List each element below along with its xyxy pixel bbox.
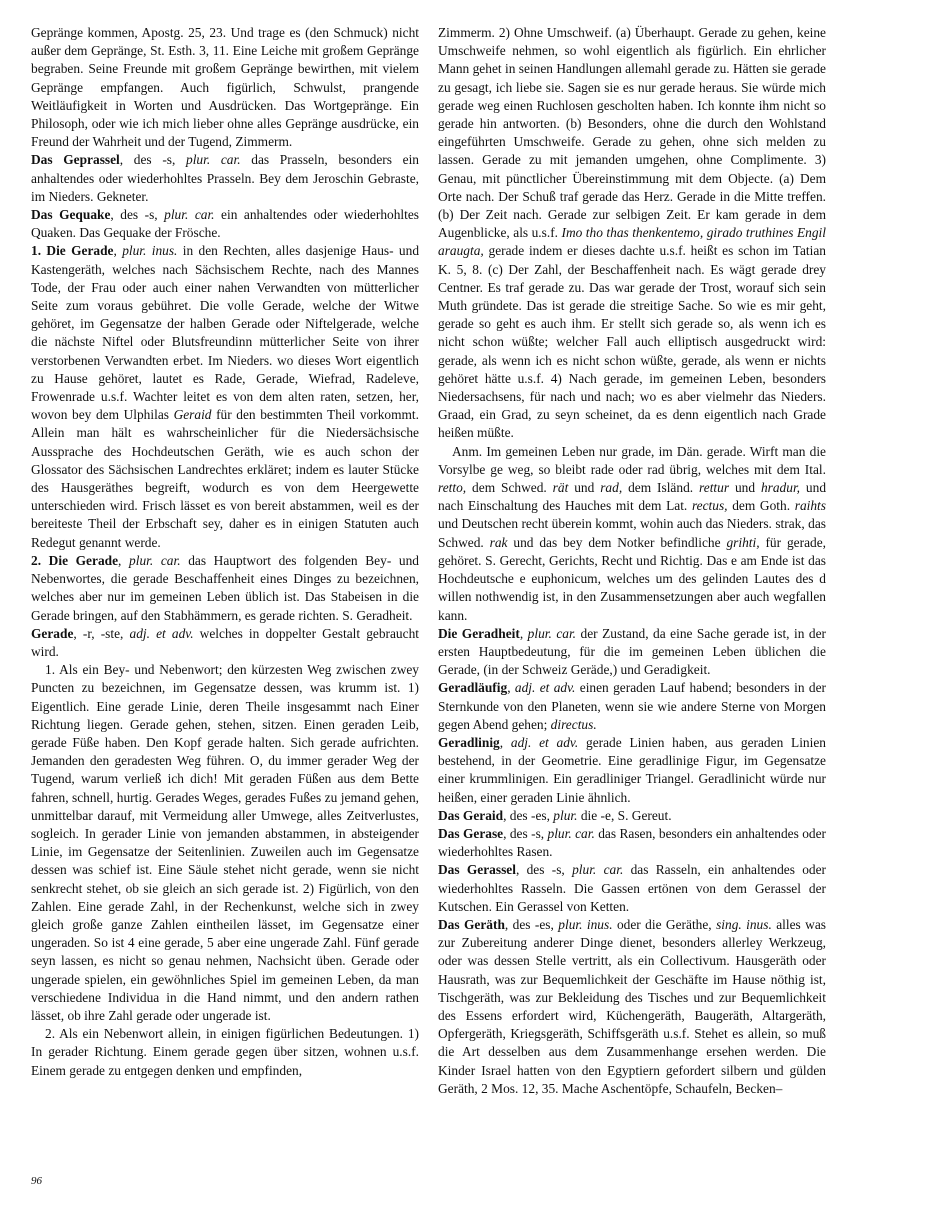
entry-text: , -r, -ste, xyxy=(73,625,130,641)
dictionary-entry xyxy=(438,679,826,734)
dictionary-entry xyxy=(31,151,419,206)
entry-text: , xyxy=(519,625,528,641)
entry-italic-text: hradur, xyxy=(760,480,801,496)
entry-text: und das bey dem Notker befindliche xyxy=(507,534,727,550)
dictionary-entry xyxy=(438,916,826,1098)
entry-italic-text: Imo tho thas thenkentemo, girado truthines Engil araugta, xyxy=(438,225,826,259)
entry-text: und nach Einschaltung des Hauches mit dem Lat. xyxy=(438,480,827,514)
entry-italic-text: rät xyxy=(552,480,569,496)
dictionary-entry xyxy=(31,661,419,1025)
entry-text: dem Isländ. xyxy=(622,480,700,496)
entry-italic-text: plur. car. xyxy=(129,552,181,568)
entry-text: dem Schwed. xyxy=(466,480,553,496)
dictionary-entry xyxy=(31,625,419,661)
entry-italic-text: directus. xyxy=(550,716,597,732)
entry-text: der Zustand, da eine Sache gerade ist, in der ersten Hauptbedeutung, für die im gemeinen Leben üblichen die Gerade, (in der Schweiz Geräde,) und Geradigkeit. xyxy=(438,625,826,678)
entry-text: , des -es, xyxy=(504,916,559,932)
page-number: 96 xyxy=(31,1175,42,1187)
entry-headword: Das Geräth xyxy=(438,916,505,932)
entry-italic-text: adj. et adv. xyxy=(129,625,194,641)
entry-text: , xyxy=(499,734,511,750)
entry-italic-text: plur. car. xyxy=(527,625,577,641)
dictionary-entry xyxy=(31,24,419,151)
left-column xyxy=(31,24,419,1080)
entry-text: , xyxy=(507,680,515,696)
entry-headword: 2. Die Gerade xyxy=(31,552,119,568)
entry-headword: Gerade xyxy=(31,625,74,641)
entry-italic-text: rettur xyxy=(699,480,730,496)
entry-text: das Rasseln, ein anhaltendes oder wiederhohltes Rasseln. Die Gassen ertönen von dem Gerassel der Kutschen. Ein Gerassel von Ketten. xyxy=(438,862,827,914)
dictionary-entry xyxy=(31,552,419,625)
entry-headword: Das Gequake xyxy=(31,207,111,223)
dictionary-entry xyxy=(438,24,826,443)
entry-text: für gerade, gehöret. S. Gerecht, Gerichts, Recht und Richtig. Das e am Ende ist das Hochdeutsche e euphonicum, welches um des gelinden Lautes des d willen nothwendig ist, in den Zusammensetzungen aber auch wegfallen kann. xyxy=(438,534,826,623)
entry-text: , xyxy=(113,243,123,259)
entry-italic-text: plur. inus. xyxy=(122,243,178,259)
entry-text: , des -s, xyxy=(110,207,165,223)
entry-italic-text: rectus, xyxy=(691,498,728,514)
entry-text: und Deutschen recht überein kommt, wohin auch das Nieders. strak, das Schwed. xyxy=(438,516,826,550)
entry-text: , des -s, xyxy=(515,862,573,878)
entry-text: , des -es, xyxy=(503,807,554,823)
dictionary-entry xyxy=(31,206,419,242)
entry-text: in den Rechten, alles dasjenige Haus- und Kastengeräth, welches nach Sächsischem Rechte, nach des Mannes Tode, der Frau oder auch einer nahen Verwandten von mütterlicher Seite zum voraus gebühret. Die volle Gerade, welche der Witwe gehöret, im Gegensatze der halben Gerade oder Niftelgerade, welche die nächste Niftel oder Blutsfreundinn mütterlicher Seite von ihrer verstorbenen Verwandten erbet. Im Nieders. wo dieses Wort eigentlich zu Hause gehöret, lautet es Rade, Gerade, Wiefrad, Radeleve, Frowenrade u.s.f. Wachter leitet es von dem alten raten, setzen, her, wovon bey dem Ulphilas xyxy=(31,243,420,423)
right-column xyxy=(438,24,826,1098)
entry-text: das Hauptwort des folgenden Bey- und Nebenwortes, die gerade Beschaffenheit eines Dinges zu bezeichnen, welches aber nur im gemeinen Leben üblich ist. Das Stabeisen in die Gerade bringen, auf den Stabhämmern, es gerade richten. S. Geradheit. xyxy=(31,552,419,623)
entry-text: die -e, S. Gereut. xyxy=(577,807,672,823)
entry-italic-text: adj. et adv. xyxy=(510,734,579,750)
dictionary-entry xyxy=(438,625,826,680)
entry-text: 1. Als ein Bey- und Nebenwort; den kürzesten Weg zwischen zwey Puncten zu bezeichnen, im Gegensatze dessen, was krumm ist. 1) Eigentlich. Eine gerade Linie, deren Theile insgesammt nach Einer Richtung liegen. Gerade gehen, stehen, sitzen. Einen geraden Leib, gerade Füße haben. Den Kopf gerade halten. Sich gerade aufrichten. Jemanden den geradesten Weg führen. O, du immer gerader Weg der Tugend, warum verließ ich dich! Mit geraden Füßen aus dem Bette fahren, schnell, hurtig. Gerades Weges, gerades Fußes zu jemand gehen, unmittelbar darauf, mit Vermeidung aller Umwege, alles Zeitverlustes, sogleich. In gerader Linie von jemanden abstammen, in absteigender Linie, im Gegensatze der Seitenlinien. Zuweilen auch im Gegensatze dessen was schief ist. Eine Säule stehet nicht gerade, wenn sie nicht senkrecht stehet, ob sie gleich an sich gerade ist. 2) Figürlich, von den Zahlen. Eine gerade Zahl, in der Rechenkunst, welche sich in zwey gleich große ganze Zahlen eintheilen lässet, im Gegensatze einer ungeraden. So ist 4 eine gerade, 5 aber eine ungerade Zahl. Fünf gerade seyn lassen, es nicht so genau nehmen, Nachsicht üben. Gerade oder ungerade spielen, ein gewöhnliches Spiel im gemeinen Leben, da man verschiedene Individua in die Hand nimmt, und den andern rathen lässet, ob ihre Zahl gerade oder ungerade ist. xyxy=(31,662,419,1023)
entry-italic-text: raihts xyxy=(794,498,826,514)
dictionary-entry xyxy=(31,1025,419,1080)
entry-text: , des -s, xyxy=(503,825,548,841)
entry-text: das Prasseln, besonders ein anhaltendes oder wiederhohltes Prasseln. Bey dem Jeroschin Gebraste, im Nieders. Gekneter. xyxy=(31,152,419,204)
entry-headword: Das Gerase xyxy=(438,825,504,841)
entry-text: ein anhaltendes oder wiederhohltes Quaken. Das Gequake der Frösche. xyxy=(31,207,420,241)
entry-text: gerade indem er dieses dachte u.s.f. heißt es schon im Tatian K. 5, 8. (c) Der Zahl, der Beschaffenheit nach. Es wägt gerade drey Centner. Es traf gerade zu. Das war gerade der Trost, worauf sich sein Muth gründete. Das ist gerade die streitige Sache. So wie es mir geht, gerade so geht es auch ihm. Er stellt sich gerade so, als wenn ich es nicht schon wüßte; welcher Fall auch elliptisch ausgedruckt wird: gerade, als wenn ich es nicht schon wüßte, gerade, als wenn er nichts gehöret hätte u.s.f. 4) Nach gerade, im gemeinen Leben, besonders Niedersachsens, für nach und nach; wo es aber vielmehr das Nieders. Graad, ein Grad, zu seyn scheinet, da es denn eigentlich nach Grade heißen müßte. xyxy=(438,243,826,441)
entry-italic-text: Geraid xyxy=(173,407,212,423)
entry-text: Gepränge kommen, Apostg. 25, 23. Und trage es (den Schmuck) nicht außer dem Gepränge, St. Esth. 3, 11. Eine Leiche mit großem Gepränge begraben. Seine Freunde mit großem Gepränge bewirthen, mit vielem Gepränge empfangen. Auch figürlich, Schwulst, prangende Weitläufigkeit in Worten und Ausdrücken. Das Wortgepränge. Ein Philosoph, oder wie ich mich lieber ohne alles Gepränge ausdrücke, ein Freund der Wahrheit und der Tugend, Zimmerm. xyxy=(31,25,419,150)
entry-text: alles was zur Zubereitung anderer Dinge dienet, besonders allerley Werkzeug, oder was dessen Stelle vertritt, als ein Collectivum. Hausgeräth oder Hausrath, was zur Bequemlichkeit der Geschäfte im Hause nöthig ist, Tischgeräth, was zur Bekleidung des Tisches und zur Bequemlichkeit des Essens erfordert wird, Küchengeräth, Baugeräth, Altargeräth, Opfergeräth, Kriegsgeräth, Schiffsgeräth u.s.f. Stehet es allein, so muß die Art desselben aus dem Zusammenhange ersehen werden. Die Kinder Israel hatten von den Egyptiern gefordert silbern und gülden Geräth, 2 Mos. 12, 35. Mache Aschentöpfe, Schaufeln, Becken– xyxy=(438,916,826,1096)
entry-headword: Das Geprassel xyxy=(31,152,120,168)
entry-italic-text: plur. car. xyxy=(547,825,595,841)
entry-text: welches in doppelter Gestalt gebraucht wird. xyxy=(31,625,419,659)
entry-text: 2. Als ein Nebenwort allein, in einigen figürlichen Bedeutungen. 1) In gerader Richtung. Einem gerade gegen über sitzen, wohnen u.s.f. Einem gerade zu entgegen denken und empfinden, xyxy=(31,1026,419,1078)
entry-text: das Rasen, besonders ein anhaltendes oder wiederhohltes Rasen. xyxy=(438,825,826,860)
entry-italic-text: plur. car. xyxy=(186,152,241,168)
entry-italic-text: plur. inus. xyxy=(558,916,613,932)
entry-text: und xyxy=(568,480,601,496)
dictionary-entry xyxy=(438,443,826,625)
dictionary-entry xyxy=(438,861,826,916)
entry-text: , des -s, xyxy=(119,152,186,168)
entry-text: Zimmerm. 2) Ohne Umschweif. (a) Überhaupt. Gerade zu gehen, keine Umschweife nehmen, so wohl eigentlich als figürlich. Ein ehrlicher Mann gehet in seinen Handlungen allemahl gerade zu. Hätten sie gerade zu gesagt, ich liebe sie. Sagen sie es nur gerade heraus. Sie würde mich gerade weg einen Ruchlosen gescholten haben. Ich konnte ihm nicht so gerade hin antworten. (b) Besonders, ohne die durch den Wohlstand eingeführten Umschweife. Gerade zu gehen, ohne sich melden zu lassen. Gerade zu mit jemanden umgehen, ohne Complimente. 3) Genau, mit pünctlicher Übereinstimmung mit dem Objecte. (a) Dem Orte nach. Der Schuß traf gerade das Herz. Gerade in die Mitte treffen. (b) Der Zeit nach. Gerade zur selbigen Zeit. Er kam gerade in dem Augenblicke, als u.s.f. xyxy=(438,25,826,241)
dictionary-entry xyxy=(438,825,826,861)
dictionary-entry xyxy=(438,734,826,807)
dictionary-entry xyxy=(31,242,419,551)
entry-headword: Das Gerassel xyxy=(438,862,516,878)
entry-italic-text: grihti, xyxy=(726,534,760,550)
entry-text: einen geraden Lauf habend; besonders in der Sternkunde von den Planeten, wenn sie wie andere Sterne von Morgen gegen Abend gehen; xyxy=(438,680,826,732)
entry-headword: Die Geradheit xyxy=(438,625,520,641)
entry-text: für den bestimmten Theil vorkommt. Allein man hält es wahrscheinlicher für die Niedersächsische Aussprache des Hochdeutschen Geräth, wie es auch schon der Glossator des Sächsischen Landrechtes erkläret; indem es lauter Stücke des Hausgeräthes begreift, wodurch es von dem Heergewette unterschieden wird. Frisch lässet es von bereit abstammen, weil es der bereiteste Theil der Erbschaft sey, daher es in einigen Statuten auch Redegut genannt werde. xyxy=(31,407,420,550)
entry-headword: 1. Die Gerade xyxy=(31,243,114,259)
entry-headword: Das Geraid xyxy=(438,807,504,823)
entry-italic-text: plur. car. xyxy=(164,207,215,223)
entry-text: gerade Linien haben, aus geraden Linien bestehend, in der Geometrie. Eine geradlinige Figur, im Gegensatze einer krummlinigen. Ein geradliniger Triangel. Geradlinicht würde nur heißen, einer geraden Linie ähnlich. xyxy=(438,734,826,805)
entry-italic-text: rak xyxy=(489,534,508,550)
entry-text: dem Goth. xyxy=(727,498,795,514)
entry-headword: Geradläufig xyxy=(438,680,508,696)
entry-headword: Geradlinig xyxy=(438,734,500,750)
entry-text: oder die Geräthe, xyxy=(612,916,717,932)
entry-italic-text: plur. car. xyxy=(572,862,624,878)
entry-italic-text: retto, xyxy=(438,480,467,496)
entry-italic-text: plur. xyxy=(553,807,578,823)
entry-italic-text: sing. inus. xyxy=(716,916,772,932)
entry-text: und xyxy=(729,480,761,496)
dictionary-entry xyxy=(438,807,826,825)
entry-text: , xyxy=(118,552,130,568)
entry-italic-text: adj. et adv. xyxy=(514,680,576,696)
entry-italic-text: rad, xyxy=(600,480,623,496)
entry-text: Anm. Im gemeinen Leben nur grade, im Dän. gerade. Wirft man die Vorsylbe ge weg, so bleibt rade oder rad übrig, welches mit dem Ital. xyxy=(438,443,826,477)
